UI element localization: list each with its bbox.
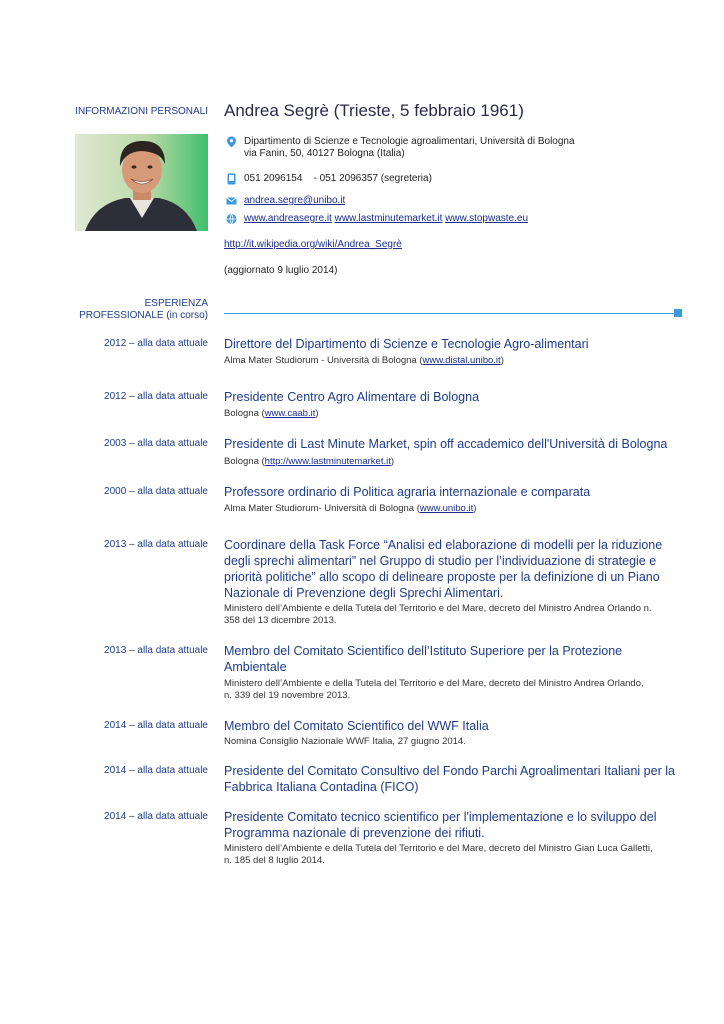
email-row — [226, 195, 606, 209]
phone-icon — [226, 173, 237, 185]
entry-date: 2012 – alla data attuale — [104, 391, 208, 402]
entry-org: Bologna (www.caab.it) — [224, 408, 319, 419]
profile-photo — [75, 134, 208, 231]
entry-org: Ministero dell’Ambiente e della Tutela del Territorio e del Mare, decreto del Ministro Gian Luca Galletti, n. 185 del 8 luglio 2014. — [224, 843, 653, 866]
entry-date: 2013 – alla data attuale — [104, 645, 208, 656]
entry-date: 2013 – alla data attuale — [104, 539, 208, 550]
entry-role: Membro del Comitato Scientifico del WWF Italia — [224, 719, 489, 733]
entry-org: Nomina Consiglio Nazionale WWF Italia, 27 giugno 2014. — [224, 736, 466, 747]
entry-org-link[interactable]: www.distal.unibo.it — [422, 355, 501, 366]
entry-role: Coordinare della Task Force “Analisi ed elaborazione di modelli per la riduzione degli sprechi alimentari” nel Gruppo di studio per l’individuazione di strategie e priorità politiche” allo scopo di delineare proposte per la definizione di un Piano Nazionale di Prevenzione degli Sprechi Alimentari. — [224, 538, 663, 600]
entry-date: 2003 – alla data attuale — [104, 438, 208, 449]
phone-numbers: 051 2096154 - 051 2096357 (segreteria) — [244, 173, 432, 184]
address-row — [226, 136, 606, 162]
website-link-stopwaste[interactable]: www.stopwaste.eu — [445, 213, 529, 224]
entry-org: Alma Mater Studiorum - Università di Bologna (www.distal.unibo.it) — [224, 355, 504, 366]
entry-org-link[interactable]: www.unibo.it — [419, 503, 474, 514]
entry-org: Ministero dell’Ambiente e della Tutela del Territorio e del Mare, decreto del Ministro Andrea Orlando n. 358 del 13 dicembre 2013. — [224, 603, 652, 626]
entry-role: Presidente Centro Agro Alimentare di Bologna — [224, 390, 480, 404]
entry-role: Presidente del Comitato Consultivo del Fondo Parchi Agroalimentari Italiani per la Fabbrica Italiana Contadina (FICO) — [224, 764, 675, 794]
entry-org: Bologna (http://www.lastminutemarket.it) — [224, 456, 395, 467]
wikipedia-link[interactable]: http://it.wikipedia.org/wiki/Andrea_Segrè — [224, 239, 402, 250]
email-link[interactable]: andrea.segre@unibo.it — [244, 195, 346, 206]
updated-note: (aggiornato 9 luglio 2014) — [224, 265, 338, 276]
web-icon — [226, 213, 237, 225]
website-link-andreasegre[interactable]: www.andreasegre.it — [244, 213, 332, 224]
entry-date: 2000 – alla data attuale — [104, 486, 208, 497]
section-label-personal: INFORMAZIONI PERSONALI — [75, 106, 208, 117]
entry-org-link[interactable]: www.caab.it — [264, 408, 316, 419]
email-icon — [226, 195, 237, 207]
section-label-experience-line-1: ESPERIENZA — [144, 298, 208, 309]
section-label-experience-line-2: PROFESSIONALE (in corso) — [79, 310, 208, 321]
entry-org-link[interactable]: http://www.lastminutemarket.it — [264, 456, 391, 467]
entry-role: Presidente di Last Minute Market, spin off accademico dell'Università di Bologna — [224, 437, 668, 451]
section-divider-marker — [674, 309, 682, 317]
entry-org: Ministero dell’Ambiente e della Tutela del Territorio e del Mare, decreto del Ministro Andrea Orlando, n. 339 del 19 novembre 2013. — [224, 678, 644, 701]
location-pin-icon — [226, 136, 237, 148]
person-name: Andrea Segrè (Trieste, 5 febbraio 1961) — [224, 101, 524, 120]
phone-row — [226, 173, 606, 187]
entry-role: Membro del Comitato Scientifico dell’Istituto Superiore per la Protezione Ambientale — [224, 644, 623, 674]
entry-date: 2014 – alla data attuale — [104, 811, 208, 822]
entry-date: 2012 – alla data attuale — [104, 338, 208, 349]
section-label-experience — [48, 298, 208, 322]
entry-role: Professore ordinario di Politica agraria internazionale e comparata — [224, 485, 591, 499]
entry-role: Direttore del Dipartimento di Scienze e Tecnologie Agro-alimentari — [224, 337, 589, 351]
address-line-2: via Fanin, 50, 40127 Bologna (Italia) — [244, 148, 405, 159]
section-divider — [224, 313, 676, 314]
entry-org: Alma Mater Studiorum- Università di Bologna (www.unibo.it) — [224, 503, 477, 514]
website-row — [226, 213, 626, 227]
entry-role: Presidente Comitato tecnico scientifico per l'implementazione e lo sviluppo del Programma nazionale di prevenzione dei rifiuti. — [224, 810, 657, 840]
website-link-lastminutemarket[interactable]: www.lastminutemarket.it — [334, 213, 443, 224]
entry-date: 2014 – alla data attuale — [104, 720, 208, 731]
entry-date: 2014 – alla data attuale — [104, 765, 208, 776]
address-line-1: Dipartimento di Scienze e Tecnologie agroalimentari, Università di Bologna — [244, 136, 575, 147]
